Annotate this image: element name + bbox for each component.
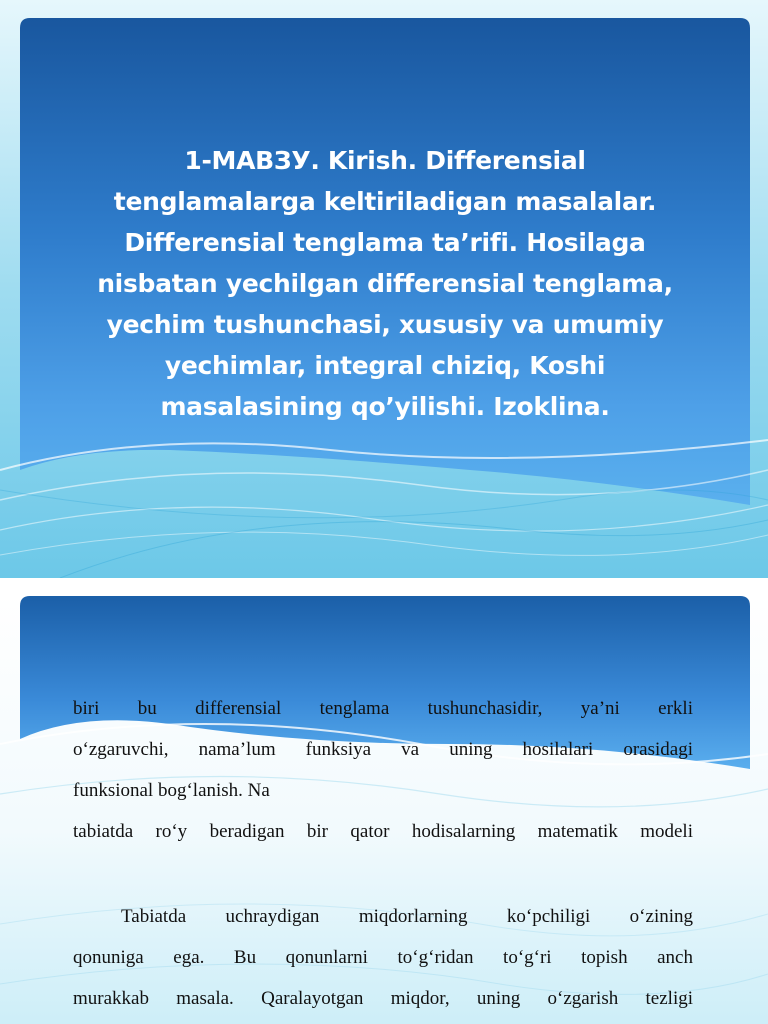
text-line: biri bu differensial tenglama tushunchasidir, ya’ni erkli: [73, 698, 693, 719]
text-line: qonuniga ega. Bu qonunlarni to‘g‘ridan to‘g‘ri topish anch: [73, 947, 693, 968]
title-line: yechim tushunchasi, xususiy va umumiy: [106, 310, 664, 339]
title-line: Differensial tenglama ta’rifi. Hosilaga: [124, 228, 646, 257]
slide-1-title: [60, 140, 710, 427]
title-line: tenglamalarga keltiriladigan masalalar.: [113, 187, 657, 216]
slide-2-paragraph-1: [73, 688, 693, 852]
text-line: funksional bog‘lanish. Na: [73, 780, 270, 801]
text-line: Tabiatda uchraydigan miqdorlarning ko‘pchiligi o‘zining: [121, 906, 693, 927]
text-line: o‘zgaruvchi, nama’lum funksiya va uning hosilalari orasidagi: [73, 739, 693, 760]
title-line: yechimlar, integral chiziq, Koshi: [164, 351, 606, 380]
title-line: 1-МАВЗУ. Kirish. Differensial: [184, 146, 586, 175]
title-line: nisbatan yechilgan differensial tenglama,: [97, 269, 673, 298]
text-line: murakkab masala. Qaralayotgan miqdor, uning o‘zgarish tezligi: [73, 988, 693, 1009]
title-line: masalasining qo’yilishi. Izoklina.: [160, 392, 610, 421]
slide-2-paragraph-2: [73, 896, 693, 1019]
slide-2[interactable]: [0, 594, 768, 1024]
text-line: tabiatda ro‘y beradigan bir qator hodisalarning matematik modeli: [73, 821, 693, 842]
